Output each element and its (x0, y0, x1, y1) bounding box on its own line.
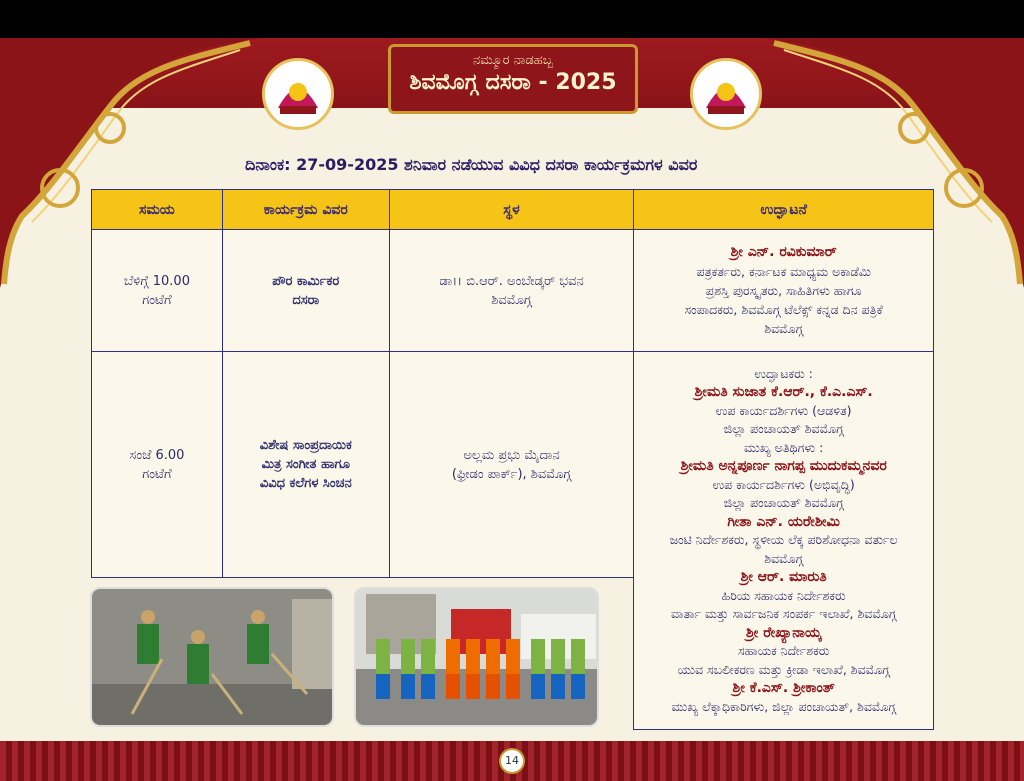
guest-list-cell (634, 352, 934, 730)
col-header-time: ಸಮಯ (92, 190, 223, 230)
photo-street-sweepers (90, 587, 334, 727)
guest-name: ಶ್ರೀ ಎನ್. ರವಿಕುಮಾರ್ (730, 244, 837, 260)
table-row (92, 230, 934, 352)
venue-cell: ಡಾ।। ಬಿ.ಆರ್. ಅಂಬೇಡ್ಕರ್ ಭವನ ಶಿವಮೊಗ್ಗ (389, 230, 634, 352)
title-plaque (388, 44, 638, 114)
guest-designation: ಶಿವಮೊಗ್ಗ (764, 550, 804, 566)
guest-designation: ಜಿಲ್ಲಾ ಪಂಚಾಯತ್ ಶಿವಮೊಗ್ಗ (723, 421, 844, 437)
guest-designation: ವಾರ್ತಾ ಮತ್ತು ಸಾರ್ವಜನಿಕ ಸಂಪರ್ಕ ಇಲಾಖೆ, ಶಿವಮೊಗ್ಗ (671, 606, 897, 622)
table-header-row (92, 190, 934, 230)
date-heading: ದಿನಾಂಕ: 27-09-2025 ಶನಿವಾರ ನಡೆಯುವ ವಿವಿಧ ದಸರಾ ಕಾರ್ಯಕ್ರಮಗಳ ವಿವರ (245, 155, 698, 174)
photo-pourakarmikas-group (354, 587, 599, 727)
guest-designation: ಜಿಲ್ಲಾ ಪಂಚಾಯತ್ ಶಿವಮೊಗ್ಗ (723, 495, 844, 511)
table-row (92, 352, 934, 578)
col-header-venue: ಸ್ಥಳ (389, 190, 634, 230)
guest-name: ಶ್ರೀ ರೇಖ್ಯಾನಾಯ್ಕ (746, 624, 822, 641)
guest-section-label: ಮುಖ್ಯ ಅತಿಥಿಗಳು : (744, 439, 824, 455)
guest-designation: ಮುಖ್ಯ ಲೆಕ್ಕಾಧಿಕಾರಿಗಳು, ಜಿಲ್ಲಾ ಪಂಚಾಯತ್, ಶಿವಮೊಗ್ಗ (671, 698, 896, 714)
guest-name: ಶ್ರೀಮತಿ ಸುಜಾತ ಕೆ.ಆರ್., ಕೆ.ಎ.ಎಸ್. (694, 384, 873, 401)
col-header-inauguration: ಉದ್ಘಾಟನೆ (634, 190, 934, 230)
guest-cell: ಶ್ರೀ ಎನ್. ರವಿಕುಮಾರ್ ಪತ್ರಕರ್ತರು, ಕರ್ನಾಟಕ ಮಾಧ್ಯಮ ಅಕಾಡೆಮಿ ಪ್ರಶಸ್ತಿ ಪುರಸ್ಕೃತರು, ಸಾಹಿತಿಗಳು ಹಾಗೂ ಸಂಪಾದಕರು, ಶಿವಮೊಗ್ಗ ಟೆಲೆಕ್ಸ್ ಕನ್ನಡ ದಿನ ಪತ್ರಿಕೆ ಶಿವಮೊಗ್ಗ (634, 230, 934, 352)
venue-cell: ಅಲ್ಲಮ ಪ್ರಭು ಮೈದಾನ (ಫ್ರೀಡಂ ಪಾರ್ಕ್), ಶಿವಮೊಗ್ಗ (389, 352, 634, 578)
header-subtitle: ನಮ್ಮೂರ ನಾಡಹಬ್ಬ (472, 53, 554, 68)
guest-name: ಶ್ರೀ ಆರ್. ಮಾರುತಿ (740, 569, 827, 586)
dasara-logo-right (690, 58, 762, 130)
col-header-program: ಕಾರ್ಯಕ್ರಮ ವಿವರ (222, 190, 389, 230)
page-number: 14 (499, 748, 525, 774)
time-cell: ಸಂಜೆ 6.00 ಗಂಟೆಗೆ (92, 352, 223, 578)
guest-name: ಗೀತಾ ಎನ್. ಯರೇಶೀಮಿ (727, 513, 840, 530)
guest-section-label: ಉದ್ಘಾಟಕರು : (754, 365, 813, 381)
guest-designation: ಯುವ ಸಬಲೀಕರಣ ಮತ್ತು ಕ್ರೀಡಾ ಇಲಾಖೆ, ಶಿವಮೊಗ್ಗ (677, 661, 890, 677)
brochure-page (0, 38, 1024, 781)
guest-designation: ಉಪ ಕಾರ್ಯದರ್ಶಿಗಳು (ಅಭಿವೃದ್ಧಿ) (712, 476, 855, 492)
guest-designation: ಹಿರಿಯ ಸಹಾಯಕ ನಿರ್ದೇಶಕರು (721, 587, 846, 603)
program-cell: ಪೌರ ಕಾರ್ಮಿಕರ ದಸರಾ (222, 230, 389, 352)
program-cell: ವಿಶೇಷ ಸಾಂಪ್ರದಾಯಿಕ ಮಿತ್ರ ಸಂಗೀತ ಹಾಗೂ ವಿವಿಧ ಕಲೆಗಳ ಸಿಂಚನ (222, 352, 389, 578)
header-title: ಶಿವಮೊಗ್ಗ ದಸರಾ - 2025 (409, 70, 617, 95)
dasara-logo-left (262, 58, 334, 130)
guest-designation: ಸಹಾಯಕ ನಿರ್ದೇಶಕರು (737, 643, 830, 659)
top-black-bar (0, 0, 1024, 38)
guest-name: ಶ್ರೀ ಕೆ.ಎಸ್. ಶ್ರೀಕಾಂತ್ (732, 680, 835, 697)
guest-designation: ಜಂಟಿ ನಿರ್ದೇಶಕರು, ಸ್ಥಳೀಯ ಲೆಕ್ಕ ಪರಿಶೋಧನಾ ವರ್ತುಲ (669, 532, 898, 548)
guest-name: ಶ್ರೀಮತಿ ಅನ್ನಪೂರ್ಣ ನಾಗಪ್ಪ ಮುದುಕಮ್ಮನವರ (680, 458, 887, 475)
time-cell: ಬೆಳಿಗ್ಗೆ 10.00 ಗಂಟೆಗೆ (92, 230, 223, 352)
guest-designation: ಉಪ ಕಾರ್ಯದರ್ಶಿಗಳು (ಆಡಳಿತ) (715, 402, 852, 418)
